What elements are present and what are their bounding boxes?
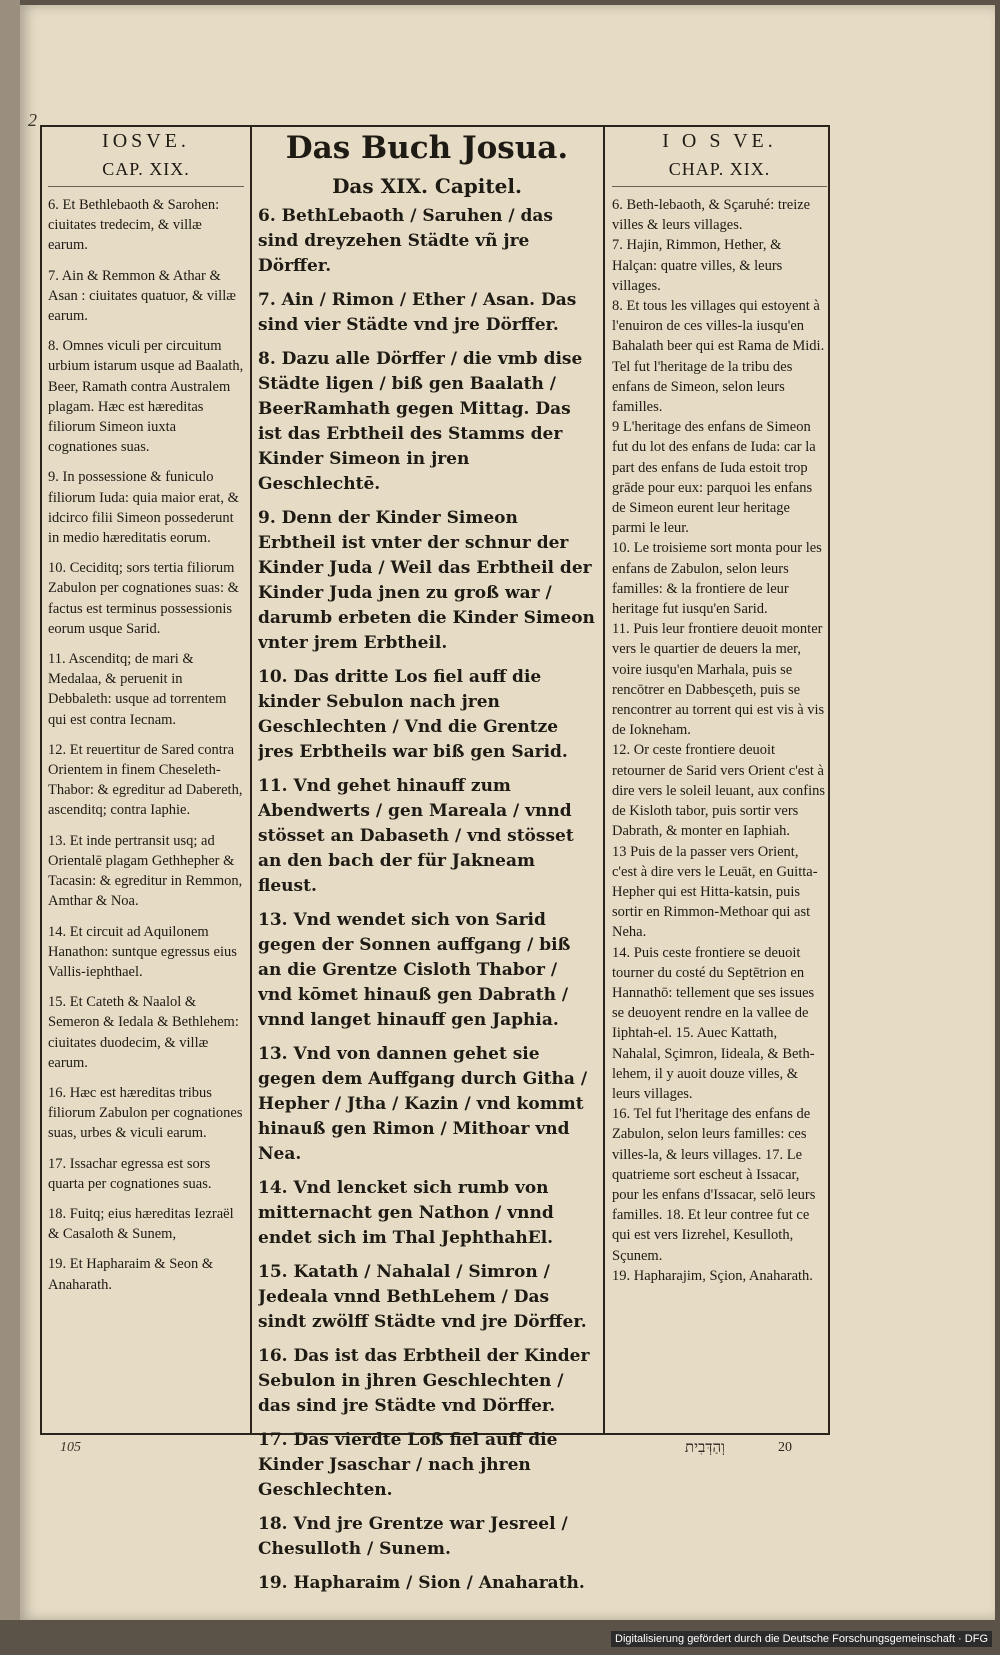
latin-column [48, 130, 244, 1305]
german-verse: 16. Das ist das Erbtheil der Kinder Sebulon in jhren Geschlechten / das sind jre Städte vnd Dörffer. [258, 1346, 590, 1416]
latin-verse: 8. Omnes viculi per circuitum urbium istarum usque ad Baalath, Beer, Ramath contra Australem plagam. Hæc est hæreditas filiorum Simeon iuxta cognationes suas. [48, 338, 244, 456]
french-verse: 7. Hajin, Rimmon, Hether, & Halçan: quatre villes, & leurs villages. [612, 237, 783, 294]
latin-verse: 10. Ceciditq; sors tertia filiorum Zabulon per cognationes suas: & factus est terminus possessionis eorum usque Sarid. [48, 560, 239, 637]
corner-number: 2 [28, 110, 37, 130]
column-divider-right [603, 125, 605, 1435]
german-verse: 9. Denn der Kinder Simeon Erbtheil ist vnter der schnur der Kinder Juda / Weil das Erbtheil der Kinder Juda jnen zu groß war / darumb erbeten die Kinder Simeon vnter jrem Erbtheil. [258, 508, 595, 653]
german-verse: 19. Hapharaim / Sion / Anaharath. [258, 1573, 585, 1593]
french-verse: 11. Puis leur frontiere deuoit monter vers le quartier de deuers la mer, voire iusqu'en Marhala, puis se rencōtrer en Dabbesçeth, puis se rencontrer au torrent qui est vis à vis de Iokneham. [612, 621, 825, 739]
latin-verse: 18. Fuitq; eius hæreditas Iezraël & Casaloth & Sunem, [48, 1205, 234, 1243]
french-verse: 8. Et tous les villages qui estoyent à l'enuiron de ces villes-la iusqu'en Bahalath beer qui est Rama de Midi. Tel fut l'heritage de la tribu des enfans de Simeon, selon leurs familles. [612, 298, 825, 416]
french-column [612, 130, 827, 1286]
german-header: Das Buch Josua. [285, 130, 569, 166]
latin-verse: 6. Et Bethlebaoth & Sarohen: ciuitates tredecim, & villæ earum. [48, 197, 220, 254]
german-chapter: Das XIX. Capitel. [332, 174, 522, 198]
digitization-credit: Digitalisierung gefördert durch die Deutsche Forschungsgemeinschaft · DFG [611, 1631, 992, 1647]
french-verse: 10. Le troisieme sort monta pour les enfans de Zabulon, selon leurs familles: & la frontiere de leur heritage fut iusqu'en Sarid. [612, 540, 822, 618]
german-verse: 14. Vnd lencket sich rumb von mitternacht gen Nathon / vnnd endet sich im Thal JephthahEl. [258, 1178, 554, 1248]
german-verse: 17. Das vierdte Loß fiel auff die Kinder Jsaschar / nach jhren Geschlechten. [258, 1430, 558, 1500]
adjacent-page-edge [0, 0, 20, 1655]
footer-hebrew: וְהַדְּבִית [685, 1440, 725, 1456]
french-header: I O S VE. [662, 130, 777, 152]
latin-rule [48, 186, 244, 187]
french-verse: 12. Or ceste frontiere deuoit retourner de Sarid vers Orient c'est à dire vers le soleil leuant, aux confins de Kisloth tabor, puis sortir vers Dabrath, & monter en Iaphiah. [612, 742, 826, 840]
french-rule [612, 186, 827, 187]
latin-verse: 12. Et reuertitur de Sared contra Orientem in finem Cheseleth-Thabor: & egreditur ad Dabereth, ascenditq; contra Iaphie. [48, 741, 243, 819]
french-verse: 9 L'heritage des enfans de Simeon fut du lot des enfans de Iuda: car la part des enfans de Iuda estoit trop grāde pour eux: parquoi les enfans de Simeon eurent leur heritage parmi le leur. [612, 419, 816, 537]
latin-verse: 11. Ascenditq; de mari & Medalaa, & peruenit in Debbaleth: usque ad torrentem qui est contra Iecnam. [48, 651, 227, 728]
latin-header: IOSVE. [102, 130, 190, 152]
german-column [258, 130, 596, 1605]
footer-signature: 105 [60, 1440, 81, 1455]
french-verse: 6. Beth-lebaoth, & Sçaruhé: treize villes & leurs villages. [612, 197, 811, 234]
footer-page-number: 20 [778, 1440, 792, 1455]
french-verse: 14. Puis ceste frontiere se deuoit tourner du costé du Septētrion en Hannathō: tellement que ses issues se deuoyent rendre en la vallee de Iiphtah-el. 15. Auec Kattath, Nahalal, Sçimron, Iideala, & Beth-lehem, il y auoit douze villes, & leurs villages. [612, 944, 815, 1102]
latin-verse: 7. Ain & Remmon & Athar & Asan : ciuitates quatuor, & villæ earum. [48, 267, 236, 325]
german-verse: 13. Vnd von dannen gehet sie gegen dem Auffgang durch Githa / Hepher / Jtha / Kazin / vnd kommt hinauß gen Rimon / Mithoar vnd Nea. [258, 1044, 588, 1164]
latin-verse: 16. Hæc est hæreditas tribus filiorum Zabulon per cognationes suas, urbes & viculi earum. [48, 1084, 243, 1142]
latin-verse: 13. Et inde pertransit usq; ad Orientalē plagam Gethhepher & Tacasin: & egreditur in Remmon, Amthar & Noa. [48, 832, 243, 910]
german-verse: 18. Vnd jre Grentze war Jesreel / Chesulloth / Sunem. [258, 1514, 568, 1559]
column-divider-left [250, 125, 252, 1435]
latin-verse: 19. Et Hapharaim & Seon & Anaharath. [48, 1256, 214, 1293]
french-verse: 19. Hapharajim, Sçion, Anaharath. [612, 1267, 813, 1284]
german-verse: 6. BethLebaoth / Saruhen / das sind dreyzehen Städte vñ jre Dörffer. [258, 206, 553, 276]
scan-bottom-band [0, 1620, 1000, 1655]
french-verse: 16. Tel fut l'heritage des enfans de Zabulon, selon leurs familles: ces villes-la, & leurs villages. 17. Le quatrieme sort escheut à Issacar, pour les enfans d'Issacar, selō leurs familles. 18. Et leur contree fut ce qui est vers Iizrehel, Kesulloth, Sçunem. [612, 1106, 816, 1264]
french-chapter: CHAP. XIX. [668, 159, 771, 179]
latin-verse: 17. Issachar egressa est sors quarta per cognationes suas. [48, 1155, 212, 1192]
latin-verse: 15. Et Cateth & Naalol & Semeron & Iedala & Bethlehem: ciuitates duodecim, & villæ earum. [48, 994, 239, 1071]
german-verse: 8. Dazu alle Dörffer / die vmb dise Städte ligen / biß gen Baalath / BeerRamhath gegen Mittag. Das ist das Erbtheil des Stamms der Kinder Simeon in jren Geschlechtē. [258, 349, 583, 494]
german-verse: 10. Das dritte Los fiel auff die kinder Sebulon nach jren Geschlechten / Vnd die Grentze jres Erbtheils war biß gen Sarid. [258, 667, 568, 762]
german-verse: 15. Katath / Nahalal / Simron / Jedeala vnnd BethLehem / Das sindt zwölff Städte vnd jre Dörffer. [258, 1262, 587, 1332]
french-verse: 13 Puis de la passer vers Orient, c'est à dire vers le Leuāt, en Guitta-Hepher qui est Hitta-katsin, puis sortir en Rimmon-Methoar qui ast Neha. [612, 843, 818, 941]
german-verse: 7. Ain / Rimon / Ether / Asan. Das sind vier Städte vnd jre Dörffer. [258, 290, 577, 335]
german-verse: 13. Vnd wendet sich von Sarid gegen der Sonnen auffgang / biß an die Grentze Cisloth Thabor / vnd kōmet hinauß gen Dabrath / vnnd langet hinauff gen Japhia. [258, 910, 571, 1030]
german-verse: 11. Vnd gehet hinauff zum Abendwerts / gen Mareala / vnnd stösset an Dabaseth / vnd stösset an den bach der für Jakneam fleust. [258, 776, 574, 896]
latin-chapter: CAP. XIX. [102, 159, 190, 179]
latin-verse: 9. In possessione & funiculo filiorum Iuda: quia maior erat, & idcirco filii Simeon possederunt in medio hæreditatis eorum. [48, 469, 239, 547]
latin-verse: 14. Et circuit ad Aquilonem Hanathon: suntque egressus eius Vallis-iephthael. [48, 923, 237, 980]
